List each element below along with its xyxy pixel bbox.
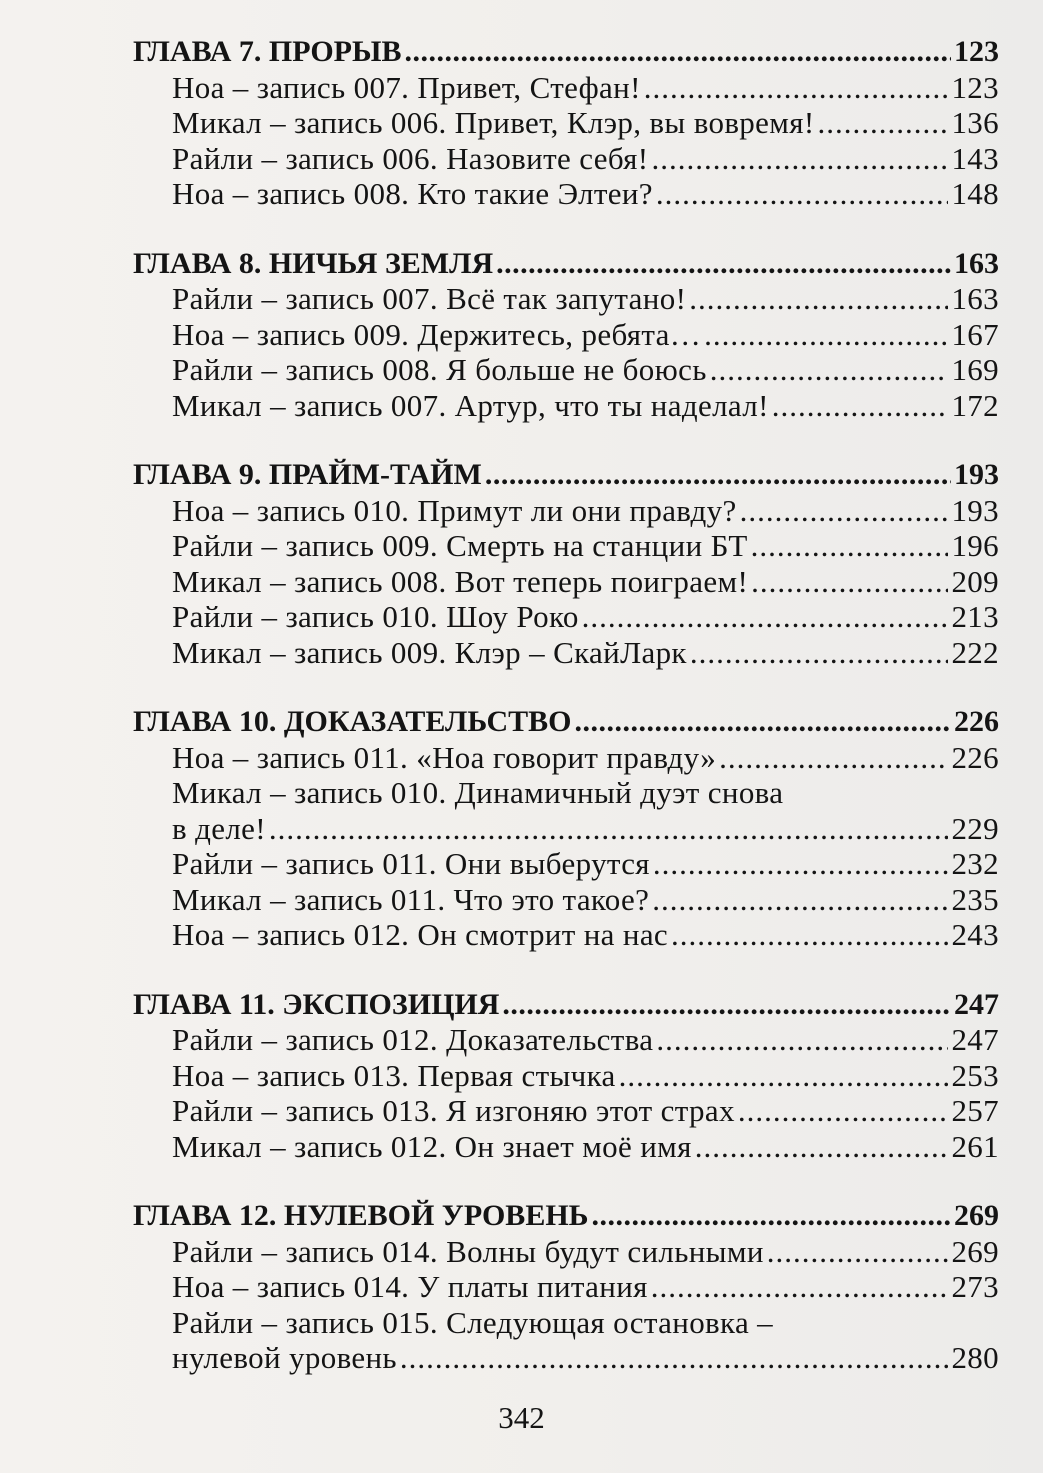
toc-entry-text: Микал – запись 010. Динамичный дуэт снова <box>172 775 784 810</box>
chapter-heading-page: 269 <box>954 1199 999 1232</box>
dot-leader <box>710 352 949 388</box>
chapter-heading <box>133 987 999 1023</box>
toc-entry-continuation-text: нулевой уровень <box>172 1340 397 1375</box>
chapter-heading-page: 123 <box>954 35 999 68</box>
toc-entry-text: Райли – запись 013. Я изгоняю этот страх <box>172 1093 735 1128</box>
toc-entry-continuation-text: в деле! <box>172 810 266 846</box>
dot-leader <box>269 811 949 847</box>
dot-leader <box>485 457 951 493</box>
toc-entry-page: 253 <box>951 1057 999 1093</box>
chapter-heading-text: ГЛАВА 7. ПРОРЫВ <box>133 35 402 68</box>
chapter-heading-page: 163 <box>954 246 999 280</box>
toc-entry <box>133 317 999 353</box>
toc-entry-page: 257 <box>951 1093 999 1128</box>
chapter-heading-text: ГЛАВА 8. НИЧЬЯ ЗЕМЛЯ <box>133 246 494 280</box>
toc-entry-page: 172 <box>951 387 999 423</box>
toc-entry-page: 243 <box>951 917 999 952</box>
chapter-heading-text: ГЛАВА 12. НУЛЕВОЙ УРОВЕНЬ <box>133 1199 589 1232</box>
toc-entry <box>133 141 999 177</box>
dot-leader <box>719 740 948 776</box>
dot-leader <box>818 105 949 141</box>
toc-entry-text: Райли – запись 011. Они выберутся <box>172 846 650 881</box>
toc-entry-page: 148 <box>951 176 999 211</box>
toc-entry <box>133 882 999 918</box>
dot-leader <box>689 281 948 317</box>
toc-entry <box>133 846 999 882</box>
toc-entry-text: Райли – запись 015. Следующая остановка – <box>172 1304 774 1340</box>
dot-leader <box>740 493 949 529</box>
toc-entry-page: 273 <box>951 1269 999 1304</box>
toc-entry-page: 196 <box>951 528 999 563</box>
dot-leader <box>772 388 949 424</box>
toc-entry <box>133 493 999 529</box>
toc-entry <box>133 1093 999 1129</box>
dot-leader <box>644 70 949 106</box>
dot-leader <box>704 317 948 353</box>
toc-entry-text: Райли – запись 006. Назовите себя! <box>172 140 649 176</box>
dot-leader <box>653 846 949 882</box>
table-of-contents <box>133 34 999 1376</box>
dot-leader <box>738 1093 949 1129</box>
dot-leader <box>751 564 948 600</box>
chapter-heading <box>133 457 999 493</box>
toc-entry <box>133 176 999 212</box>
toc-entry-text: Ноа – запись 014. У платы питания <box>172 1269 648 1304</box>
toc-entry-continuation-page: 229 <box>951 810 999 846</box>
toc-entry <box>133 599 999 635</box>
dot-leader <box>652 882 948 918</box>
toc-entry <box>133 70 999 106</box>
toc-entry-text: Райли – запись 012. Доказательства <box>172 1022 654 1057</box>
chapter-heading-page: 193 <box>954 458 999 491</box>
chapter-block <box>133 457 999 670</box>
toc-entry-page: 136 <box>951 105 999 140</box>
toc-entry-text: Ноа – запись 011. «Ноа говорит правду» <box>172 739 717 775</box>
toc-entry-text: Микал – запись 006. Привет, Клэр, вы вовремя! <box>172 105 815 140</box>
toc-entry-page: 167 <box>951 316 999 352</box>
toc-entry <box>133 281 999 317</box>
dot-leader <box>651 1269 949 1305</box>
toc-entry <box>133 1022 999 1058</box>
toc-entry <box>133 740 999 776</box>
dot-leader <box>656 176 949 212</box>
dot-leader <box>404 34 951 70</box>
toc-entry-page: 193 <box>951 492 999 528</box>
toc-entry-page: 232 <box>951 846 999 881</box>
toc-entry <box>133 105 999 141</box>
toc-entry-page: 269 <box>951 1233 999 1269</box>
toc-entry <box>133 1234 999 1270</box>
dot-leader <box>751 528 949 564</box>
chapter-heading-page: 226 <box>954 705 999 738</box>
chapter-block <box>133 34 999 212</box>
toc-entry <box>133 1129 999 1165</box>
toc-entry-text: Микал – запись 011. Что это такое? <box>172 881 650 917</box>
toc-entry <box>133 1058 999 1094</box>
toc-entry-text: Ноа – запись 010. Примут ли они правду? <box>172 492 737 528</box>
toc-entry <box>133 388 999 424</box>
dot-leader <box>582 599 949 635</box>
toc-entry-text: Райли – запись 008. Я больше не боюсь <box>172 352 707 387</box>
toc-entry-text: Ноа – запись 009. Держитесь, ребята… <box>172 316 702 352</box>
toc-entry-page: 222 <box>951 634 999 670</box>
dot-leader <box>574 704 951 740</box>
toc-entry-page: 261 <box>951 1128 999 1164</box>
toc-entry-text: Райли – запись 014. Волны будут сильными <box>172 1233 764 1269</box>
toc-entry-continuation <box>133 811 999 847</box>
toc-entry-page: 143 <box>951 140 999 176</box>
dot-leader <box>592 1198 952 1234</box>
toc-entry-text: Ноа – запись 008. Кто такие Элтеи? <box>172 176 653 211</box>
chapter-block <box>133 1198 999 1376</box>
chapter-heading-text: ГЛАВА 9. ПРАЙМ-ТАЙМ <box>133 458 482 491</box>
dot-leader <box>496 246 951 282</box>
toc-entry-text: Микал – запись 009. Клэр – СкайЛарк <box>172 634 687 670</box>
toc-entry-page: 169 <box>951 352 999 387</box>
chapter-heading <box>133 246 999 282</box>
dot-leader <box>690 635 949 671</box>
toc-entry-text: Райли – запись 007. Всё так запутано! <box>172 281 687 316</box>
toc-entry-page: 213 <box>951 599 999 634</box>
toc-entry <box>133 635 999 671</box>
toc-entry-page: 235 <box>951 881 999 917</box>
chapter-block <box>133 987 999 1165</box>
toc-entry-text: Райли – запись 010. Шоу Роко <box>172 599 579 634</box>
toc-entry <box>133 1305 999 1341</box>
toc-entry-text: Ноа – запись 013. Первая стычка <box>172 1057 616 1093</box>
toc-entry <box>133 1269 999 1305</box>
toc-entry-page: 163 <box>951 281 999 316</box>
toc-entry-page: 209 <box>951 563 999 599</box>
dot-leader <box>767 1234 949 1270</box>
chapter-heading <box>133 34 999 70</box>
dot-leader <box>400 1340 949 1376</box>
toc-entry <box>133 352 999 388</box>
toc-entry-page: 226 <box>951 739 999 775</box>
chapter-heading <box>133 704 999 740</box>
dot-leader <box>656 1022 948 1058</box>
toc-entry-text: Ноа – запись 007. Привет, Стефан! <box>172 69 641 105</box>
toc-entry-continuation-page: 280 <box>951 1340 999 1375</box>
toc-entry-text: Райли – запись 009. Смерть на станции БТ <box>172 528 748 563</box>
dot-leader <box>671 917 948 953</box>
toc-entry <box>133 564 999 600</box>
dot-leader <box>502 987 951 1023</box>
toc-entry-text: Микал – запись 008. Вот теперь поиграем! <box>172 563 749 599</box>
toc-entry <box>133 528 999 564</box>
page-number: 342 <box>498 1400 545 1435</box>
chapter-block <box>133 704 999 953</box>
toc-entry-text: Ноа – запись 012. Он смотрит на нас <box>172 917 669 952</box>
dot-leader <box>651 141 948 177</box>
chapter-heading <box>133 1198 999 1234</box>
toc-entry-text: Микал – запись 012. Он знает моё имя <box>172 1128 692 1164</box>
toc-entry-continuation <box>133 1340 999 1376</box>
chapter-heading-text: ГЛАВА 11. ЭКСПОЗИЦИЯ <box>133 987 500 1021</box>
toc-entry-page: 247 <box>951 1022 999 1057</box>
toc-entry <box>133 917 999 953</box>
toc-entry <box>133 775 999 811</box>
chapter-heading-text: ГЛАВА 10. ДОКАЗАТЕЛЬСТВО <box>133 705 572 738</box>
toc-entry-page: 123 <box>951 69 999 105</box>
dot-leader <box>695 1129 949 1165</box>
dot-leader <box>619 1058 949 1094</box>
toc-entry-text: Микал – запись 007. Артур, что ты наделал! <box>172 387 769 423</box>
chapter-heading-page: 247 <box>954 987 999 1021</box>
chapter-block <box>133 246 999 424</box>
